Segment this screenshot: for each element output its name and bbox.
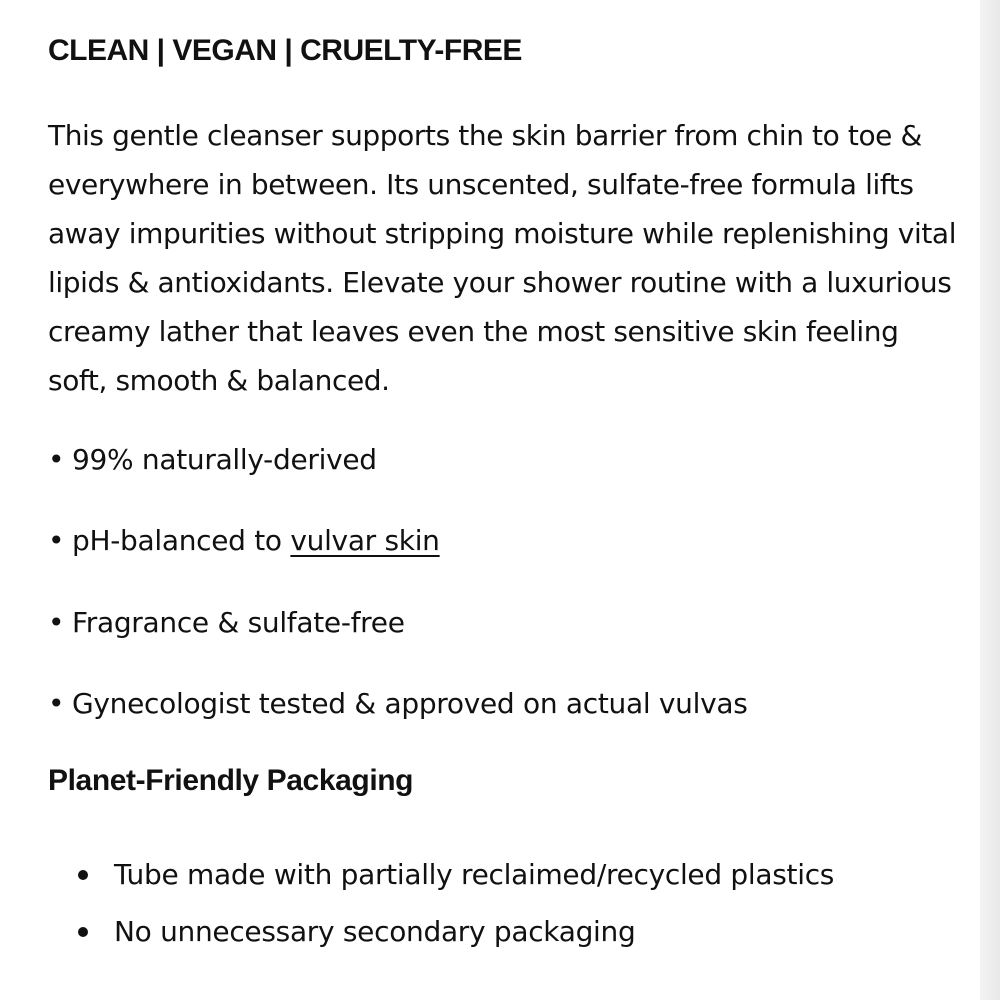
bullet-icon: • (48, 606, 65, 639)
feature-item-ph-balanced (48, 521, 440, 561)
bullet-icon (78, 870, 88, 880)
feature-text: 99% naturally-derived (72, 443, 377, 476)
bullet-icon: • (48, 687, 65, 720)
packaging-text: Tube made with partially reclaimed/recycled plastics (114, 858, 835, 891)
feature-item-gyno-tested (48, 684, 748, 724)
packaging-text: No unnecessary secondary packaging (114, 915, 636, 948)
packaging-list (48, 846, 834, 960)
vulvar-skin-link[interactable]: vulvar skin (290, 524, 440, 557)
feature-text: Gynecologist tested & approved on actual vulvas (72, 687, 748, 720)
scrollbar-track[interactable] (980, 0, 1000, 1000)
product-description: This gentle cleanser supports the skin barrier from chin to toe & everywhere in between. Its unscented, sulfate-free formula lifts away impurities without stripping moisture while replenishing vital lipids & antioxidants. Elevate your shower routine with a luxurious creamy lather that leaves even the most sensitive skin feeling soft, smooth & balanced. (48, 119, 957, 397)
product-tagline: CLEAN | VEGAN | CRUELTY-FREE (48, 34, 522, 67)
packaging-item-tube (48, 846, 834, 903)
bullet-icon: • (48, 443, 65, 476)
bullet-icon: • (48, 524, 65, 557)
feature-item-fragrance-free (48, 603, 405, 643)
packaging-heading: Planet-Friendly Packaging (48, 764, 414, 797)
feature-item-natural (48, 440, 377, 480)
packaging-item-secondary (48, 903, 834, 960)
feature-text: pH-balanced to (72, 524, 291, 557)
bullet-icon (78, 927, 88, 937)
feature-text: Fragrance & sulfate-free (72, 606, 405, 639)
